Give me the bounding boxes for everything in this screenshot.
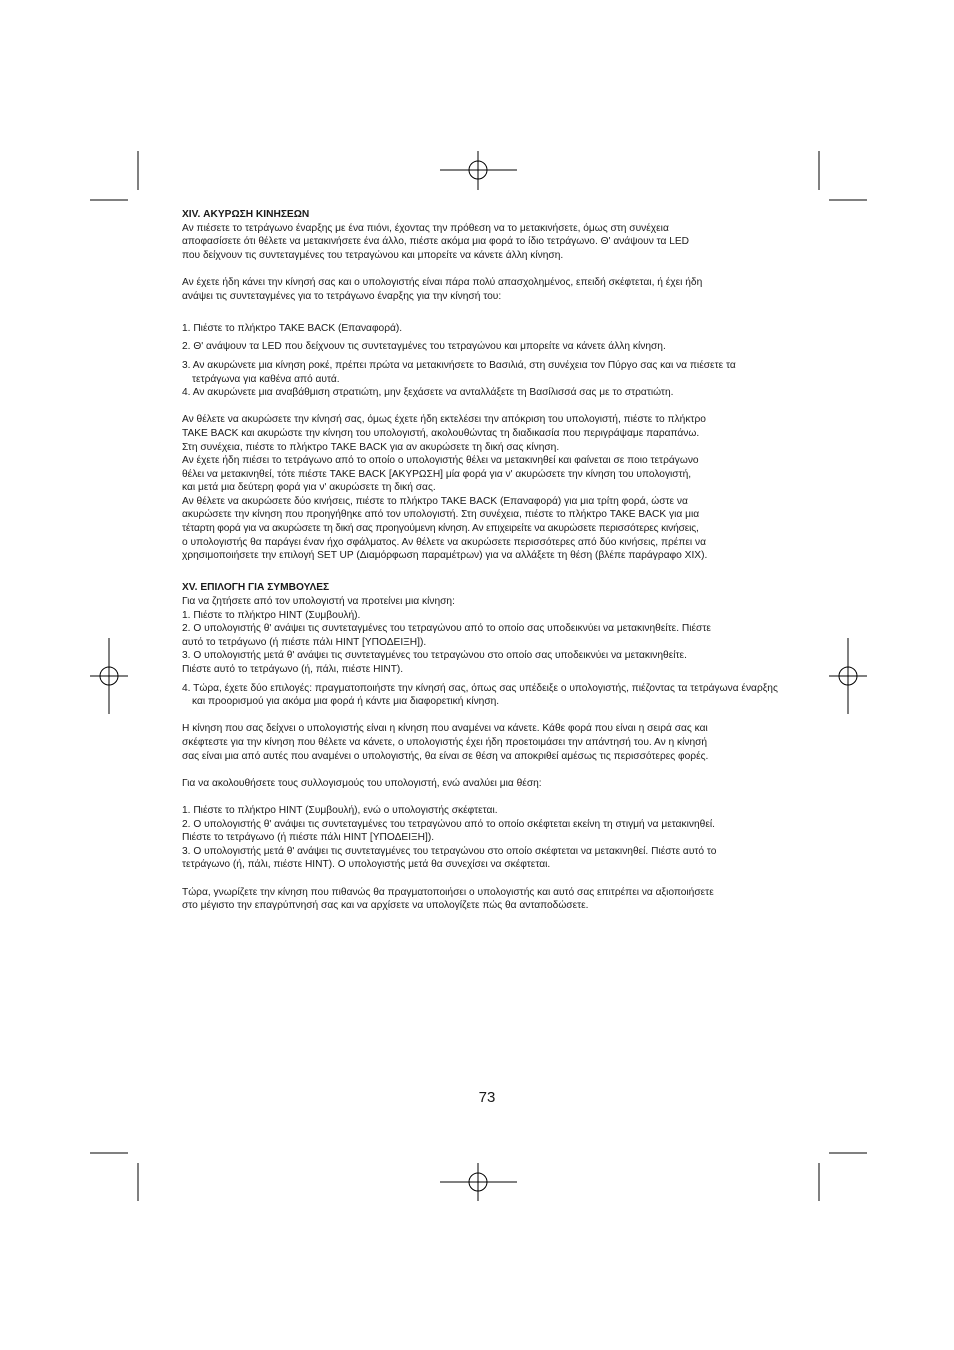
s15-step-a-3: 3. Ο υπολογιστής μετά θ' ανάψει τις συντεταγμένες του τετραγώνου στο οποίο σας υποδεικνύει να μετακινηθείτε.: [182, 650, 687, 662]
s15-step-b-2-cont: Πιέστε το τετράγωνο (ή πιέστε πάλι HINT [ΥΠΟΔΕΙΞΗ]).: [182, 832, 435, 844]
s14-p3-line3: Στη συνέχεια, πιέστε το πλήκτρο TAKE BACK για αν ακυρώσετε τη δική σας κίνηση.: [182, 441, 560, 453]
s15-intro: Για να ζητήσετε από τον υπολογιστή να προτείνει μια κίνηση:: [182, 596, 455, 608]
s14-p3-line8: ακυρώσετε την κίνηση που προηγήθηκε από τον υπολογιστή. Στη συνέχεια, πιέστε το πλήκτρο TAKE BACK για μια: [182, 509, 700, 521]
page-number: 73: [478, 1089, 496, 1106]
s14-p3-line9: τέταρτη φορά για να ακυρώσετε τη δική σας προηγούμενη κίνηση. Αν επιχειρείτε να ακυρώσετε περισσότερες κινήσεις,: [182, 523, 699, 535]
s15-p1-line1: Η κίνηση που σας δείχνει ο υπολογιστής είναι η κίνηση που αναμένει να κάνετε. Κάθε φορά που είναι η σειρά σας και: [182, 723, 708, 735]
s14-p3-line11: χρησιμοποιήσετε την επιλογή SET UP (Διαμόρφωση παραμέτρων) για να αλλάξετε τη θέση (βλέπε παράγραφο XIX).: [182, 550, 708, 562]
s14-p1-line2: αποφασίσετε ότι θέλετε να μετακινήσετε ένα άλλο, πιέστε ακόμα μια φορά το ίδιο τετράγωνο. Θ' ανάψουν τα LED: [182, 236, 690, 248]
s15-step-a-2: 2. Ο υπολογιστής θ' ανάψει τις συντεταγμένες του τετραγώνου από το οποίο σας υποδεικνύει να μετακινηθείτε. Πιέστε: [182, 623, 711, 635]
s14-step-1: 1. Πιέστε το πλήκτρο TAKE BACK (Επαναφορά).: [182, 322, 403, 334]
s15-p3-line2: στο μέγιστο την επαγρύπνησή σας και να αρχίσετε να υπολογίζετε πώς θα ανταποδώσετε.: [182, 900, 589, 912]
s14-p3-line5: θέλει να μετακινηθεί, τότε πιέστε TAKE BACK [ΑΚΥΡΩΣΗ] μία φορά για ν' ακυρώσετε την κίνηση του υπολογιστή,: [182, 468, 692, 480]
s14-p1-line1: Αν πιέσετε το τετράγωνο έναρξης με ένα πιόνι, έχοντας την πρόθεση να το μετακινήσετε, όμως στη συνέχεια: [182, 222, 669, 234]
s15-p3-line1: Τώρα, γνωρίζετε την κίνηση που πιθανώς θα πραγματοποιήσει ο υπολογιστής και αυτό σας επιτρέπει να αξιοποιήσετε: [182, 886, 714, 898]
s14-step-3: 3. Αν ακυρώνετε μια κίνηση ροκέ, πρέπει πρώτα να μετακινήσετε το Βασιλιά, στη συνέχεια τον Πύργο σας και να πιέσετε τα τετράγωνα για καθένα από αυτά.: [182, 359, 736, 385]
s15-step-b-1: 1. Πιέστε το πλήκτρο HINT (Συμβουλή), ενώ ο υπολογιστής σκέφτεται.: [182, 804, 498, 816]
s15-step-a-3-cont: Πιέστε αυτό το τετράγωνο (ή, πάλι, πιέστε HINT).: [182, 664, 404, 675]
registration-mark-bottom: [440, 1163, 517, 1201]
s15-step-a-4: 4. Τώρα, έχετε δύο επιλογές: πραγματοποιήστε την κίνησή σας, όπως σας υπέδειξε ο υπολογιστής, πιέζοντας τα τετράγωνα έναρξης και προορισμού για ακόμα μια φορά ή κάντε μια διαφορετική κίνηση.: [182, 682, 778, 708]
s14-p3-line1: Αν θέλετε να ακυρώσετε την κίνησή σας, όμως έχετε ήδη εκτελέσει την απόκριση του υπολογιστή, πιέστε το πλήκτρο: [182, 414, 706, 426]
s14-p3-line2: TAKE BACK και ακυρώστε την κίνηση του υπολογιστή, ακολουθώντας τη διαδικασία που περιγράψαμε παραπάνω.: [182, 427, 700, 439]
s14-step-4: 4. Αν ακυρώνετε μια αναβάθμιση στρατιώτη, μην ξεχάσετε να ανταλλάξετε τη Βασίλισσά σας με το στρατιώτη.: [182, 387, 674, 399]
s15-step-b-3-cont: τετράγωνο (ή, πάλι, πιέστε HINT). Ο υπολογιστής μετά θα συνεχίσει να σκέφτεται.: [182, 859, 551, 871]
registration-mark-right: [829, 638, 867, 714]
s15-step-b-3: 3. Ο υπολογιστής μετά θ' ανάψει τις συντεταγμένες του τετραγώνου στο οποίο σκέφτεται να μετακινηθεί. Πιέστε αυτό το: [182, 845, 717, 857]
s14-p3-line4: Αν έχετε ήδη πιέσει το τετράγωνο από το οποίο ο υπολογιστής θέλει να μετακινηθεί και φαίνεται σε ποιο τετράγωνο: [182, 455, 699, 467]
section-15-heading: XV. ΕΠΙΛΟΓΗ ΓΙΑ ΣΥΜΒΟΥΛΕΣ: [182, 582, 330, 594]
registration-mark-left: [90, 638, 128, 714]
s15-p1-line2: σκέφτεστε για την κίνηση που θέλετε να κάνετε, ο υπολογιστής έχει ήδη προετοιμάσει την απάντησή του. Αν η κίνησή: [182, 736, 708, 748]
s14-p2-line1: Αν έχετε ήδη κάνει την κίνησή σας και ο υπολογιστής είναι πάρα πολύ απασχολημένος, επειδή σκέφτεται, ή έχει ήδη: [182, 276, 703, 288]
body-text: [182, 208, 780, 913]
s14-p3-line7: Αν θέλετε να ακυρώσετε δύο κινήσεις, πιέστε το πλήκτρο TAKE BACK (Επαναφορά) για μια τρίτη φορά, ώστε να: [182, 495, 688, 507]
s14-p2-line2: ανάψει τις συντεταγμένες για το τετράγωνο έναρξης για την κίνησή του:: [182, 290, 502, 302]
section-14-heading: XIV. ΑΚΥΡΩΣΗ ΚΙΝΗΣΕΩΝ: [182, 209, 310, 220]
s15-p2: Για να ακολουθήσετε τους συλλογισμούς του υπολογιστή, ενώ αναλύει μια θέση:: [182, 777, 542, 789]
s14-p3-line10: ο υπολογιστής θα παράγει έναν ήχο σφάλματος. Αν θέλετε να ακυρώσετε περισσότερες από δύο κινήσεις, πρέπει να: [182, 536, 706, 548]
s14-p1-line3: που δείχνουν τις συντεταγμένες του τετραγώνου και μπορείτε να κάνετε άλλη κίνηση.: [182, 249, 564, 261]
s14-p3-line6: και μετά μια δεύτερη φορά για ν' ακυρώσετε τη δική σας.: [182, 482, 436, 494]
s14-step-2: 2. Θ' ανάψουν τα LED που δείχνουν τις συντεταγμένες του τετραγώνου και μπορείτε να κάνετε άλλη κίνηση.: [182, 341, 666, 353]
s15-step-a-2-cont: αυτό το τετράγωνο (ή πιέστε πάλι HINT [ΥΠΟΔΕΙΞΗ]).: [182, 636, 427, 648]
s15-p1-line3: σας είναι μια από αυτές που αναμένει ο υπολογιστής, θα είναι σε θέση να αποκριθεί αμέσως τις περισσότερες φορές.: [182, 750, 709, 762]
s15-step-b-2: 2. Ο υπολογιστής θ' ανάψει τις συντεταγμένες του τετραγώνου από το οποίο σκέφτεται εκείνη τη στιγμή να μετακινηθεί.: [182, 818, 715, 830]
s15-step-a-1: 1. Πιέστε το πλήκτρο HINT (Συμβουλή).: [182, 609, 361, 621]
registration-mark-top: [440, 151, 517, 190]
